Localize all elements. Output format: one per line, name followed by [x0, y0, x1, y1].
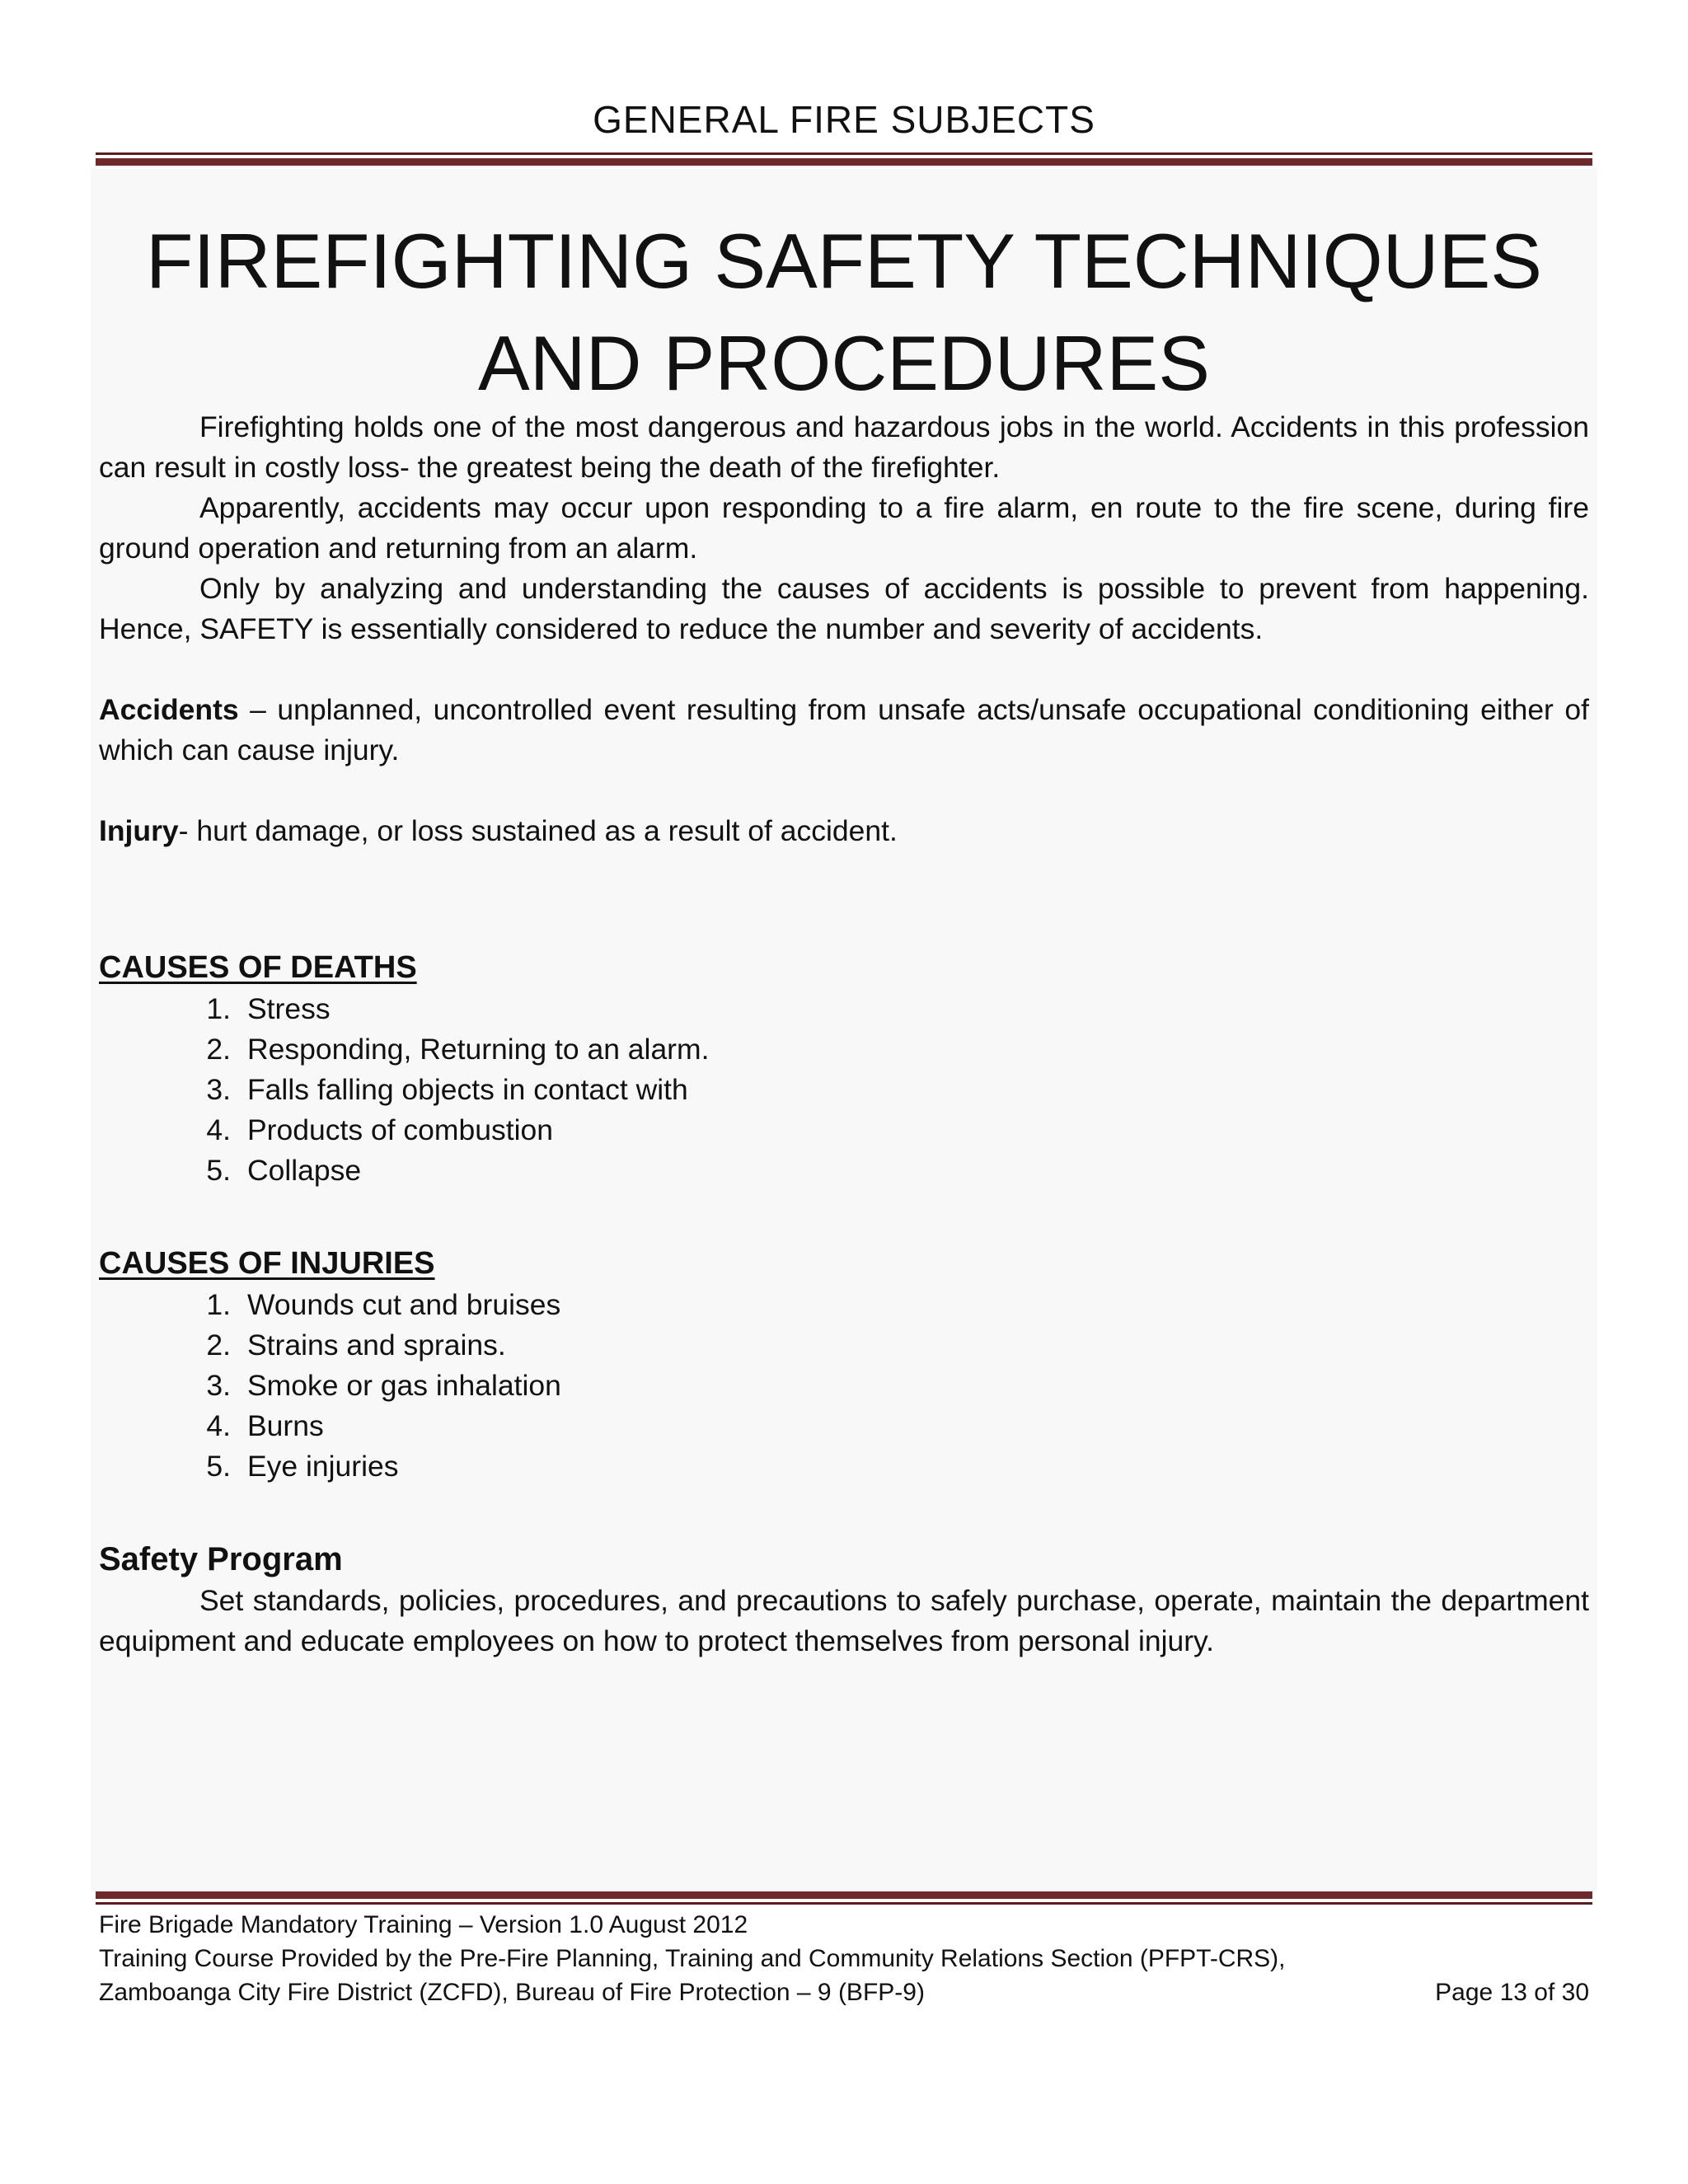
- page-title-line-2: AND PROCEDURES: [478, 320, 1210, 406]
- definition-accidents: [99, 690, 1589, 771]
- list-item: 3. Smoke or gas inhalation: [206, 1369, 561, 1402]
- header-rule: [96, 152, 1592, 166]
- list-item: 3. Falls falling objects in contact with: [206, 1073, 688, 1106]
- causes-of-deaths-list: [99, 989, 709, 1191]
- list-item: 1. Wounds cut and bruises: [206, 1288, 561, 1321]
- causes-of-injuries-list: [99, 1285, 561, 1487]
- running-header: GENERAL FIRE SUBJECTS: [593, 98, 1095, 141]
- definition-accidents-text: – unplanned, uncontrolled event resulting from unsafe acts/unsafe occupational conditioning either of which can cause injury.: [99, 693, 1589, 766]
- definition-injury-term: Injury: [99, 814, 179, 847]
- causes-of-injuries-heading: CAUSES OF INJURIES: [99, 1246, 435, 1281]
- list-item: 5. Eye injuries: [206, 1450, 399, 1483]
- footer-rule-thin: [96, 1902, 1592, 1905]
- footer-last-row: [99, 1975, 1589, 2009]
- list-item: 4. Products of combustion: [206, 1113, 553, 1146]
- footer-rule-thick: [96, 1891, 1592, 1899]
- intro-paragraph-2: Apparently, accidents may occur upon responding to a fire alarm, en route to the fire scene, during fire ground operation and returning from an alarm.: [99, 491, 1589, 565]
- page-footer: [99, 1908, 1589, 2009]
- footer-line-2: Training Course Provided by the Pre-Fire Planning, Training and Community Relations Section (PFPT-CRS),: [99, 1945, 1286, 1972]
- list-item: 4. Burns: [206, 1409, 324, 1442]
- intro-section: [99, 407, 1589, 649]
- definition-injury-paragraph: [99, 811, 1589, 851]
- header-rule-thick: [96, 158, 1592, 166]
- page-title: [99, 210, 1589, 415]
- safety-program-section: [99, 1581, 1589, 1661]
- footer-rule: [96, 1891, 1592, 1905]
- page-title-line-1: FIREFIGHTING SAFETY TECHNIQUES: [146, 218, 1542, 304]
- list-item: 1. Stress: [206, 992, 331, 1025]
- safety-program-paragraph: Set standards, policies, procedures, and precautions to safely purchase, operate, maintain the department equipment and educate employees on how to protect themselves from personal injury.: [99, 1584, 1589, 1657]
- list-item: 2. Responding, Returning to an alarm.: [206, 1033, 710, 1066]
- definition-accidents-paragraph: [99, 690, 1589, 771]
- list-item: 5. Collapse: [206, 1154, 362, 1187]
- definition-injury-text: - hurt damage, or loss sustained as a result of accident.: [178, 814, 898, 847]
- page-number: Page 13 of 30: [1435, 1979, 1589, 2006]
- definition-injury: [99, 811, 1589, 851]
- definition-accidents-term: Accidents: [99, 693, 239, 726]
- safety-program-heading: Safety Program: [99, 1541, 343, 1577]
- intro-paragraph-1: Firefighting holds one of the most dangerous and hazardous jobs in the world. Accidents in this profession can result in costly loss- the greatest being the death of the firefighter.: [99, 410, 1589, 484]
- list-item: 2. Strains and sprains.: [206, 1329, 506, 1361]
- causes-of-deaths-heading: CAUSES OF DEATHS: [99, 950, 417, 985]
- footer-line-3: Zamboanga City Fire District (ZCFD), Bureau of Fire Protection – 9 (BFP-9): [99, 1979, 925, 2006]
- intro-paragraph-3: Only by analyzing and understanding the causes of accidents is possible to prevent from happening. Hence, SAFETY is essentially considered to reduce the number and severity of accidents.: [99, 572, 1589, 645]
- footer-line-1: Fire Brigade Mandatory Training – Version 1.0 August 2012: [99, 1911, 748, 1938]
